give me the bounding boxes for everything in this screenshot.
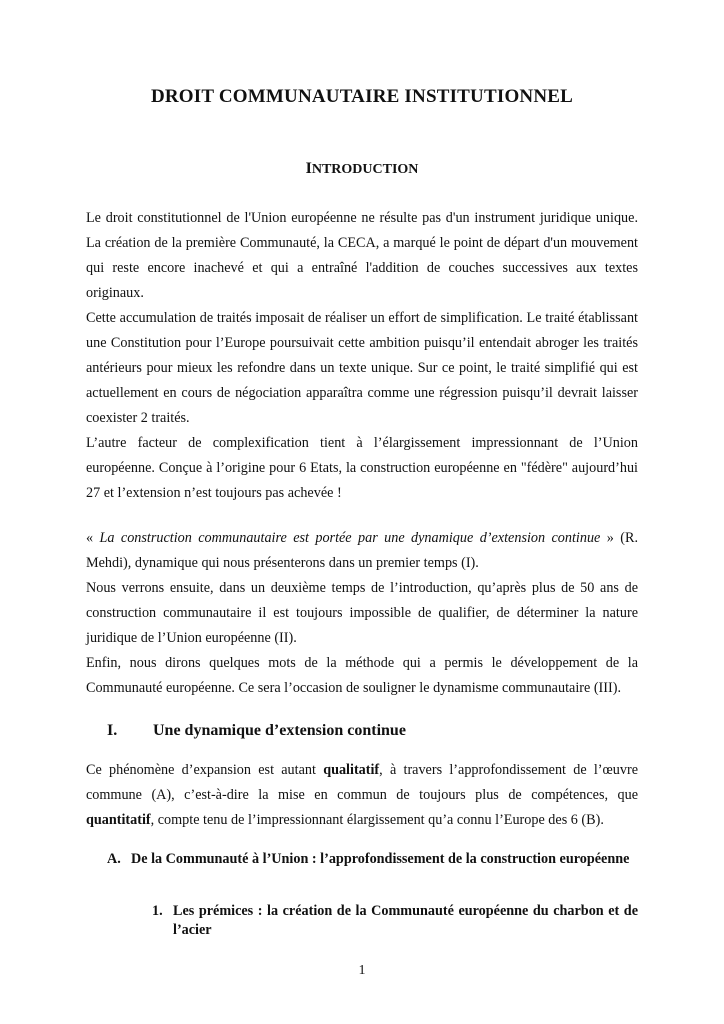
paragraph: Nous verrons ensuite, dans un deuxième temps de l’introduction, qu’après plus de 50 ans de construction communautaire il est toujours impossible de qualifier, de déterminer la nature juridique de l’Union européenne (II). <box>86 580 638 646</box>
paragraph: L’autre facteur de complexification tient à l’élargissement impressionnant de l’Union européenne. Conçue à l’origine pour 6 Etats, la construction européenne en "fédère" aujourd’hui 27 et l’extension n’est toujours pas achevée ! <box>86 435 638 501</box>
document-title: DROIT COMMUNAUTAIRE INSTITUTIONNEL <box>150 86 574 107</box>
plan-body <box>86 526 638 701</box>
subsection-number: A. <box>107 851 121 867</box>
quote-paragraph <box>86 526 638 576</box>
bold-term: qualitatif <box>323 762 380 778</box>
paragraph: Cette accumulation de traités imposait de réaliser un effort de simplification. Le traité établissant une Constitution pour l’Europe poursuivait cette ambition puisqu’il entendait abroger les traités antérieurs pour mieux les refondre dans un texte unique. Sur ce point, le traité simplifié qui est actuellement en cours de négociation apparaîtra comme une régression puisqu’il devrait laisser coexister 2 traités. <box>86 310 638 426</box>
bold-term: quantitatif <box>86 812 151 828</box>
text-run: , compte tenu de l’impressionnant élargissement qu’a connu l’Europe des 6 (B). <box>150 812 604 828</box>
text-run: , à travers l’approfondissement de l’œuvre commune (A), c’est-à-dire la mise en commun de toujours plus de compétences, que <box>86 762 638 803</box>
subsection-title: De la Communauté à l’Union : l’approfondissement de la construction européenne <box>131 851 630 867</box>
paragraph: Le droit constitutionnel de l'Union européenne ne résulte pas d'un instrument juridique unique. La création de la première Communauté, la CECA, a marqué le point de départ d'un mouvement qui reste encore inachevé et qui a entraîné l'addition de couches successives aux textes originaux. <box>86 210 638 301</box>
quotation: La construction communautaire est portée par une dynamique d’extension continue <box>99 530 601 546</box>
introduction-heading <box>0 160 724 178</box>
subsection-title: Les prémices : la création de la Communauté européenne du charbon et de l’acier <box>173 903 638 938</box>
quote-open: « <box>86 530 100 546</box>
text-run: Ce phénomène d’expansion est autant <box>86 762 324 778</box>
subsection-number: 1. <box>152 903 163 919</box>
subsection-heading-1 <box>152 902 638 940</box>
subsection-heading-a <box>107 850 638 869</box>
page-number: 1 <box>358 963 366 978</box>
paragraph <box>86 758 638 833</box>
introduction-body <box>86 206 638 506</box>
section-1-body <box>86 758 638 833</box>
section-number: I. <box>107 722 118 739</box>
section-heading-1 <box>107 722 406 740</box>
section-title: Une dynamique d’extension continue <box>153 722 406 739</box>
introduction-heading-initial: I <box>305 160 312 177</box>
introduction-heading-rest: NTRODUCTION <box>311 162 419 177</box>
paragraph: Enfin, nous dirons quelques mots de la méthode qui a permis le développement de la Communauté européenne. Ce sera l’occasion de souligner le dynamisme communautaire (III). <box>86 655 638 696</box>
quote-rest: » (R. Mehdi), dynamique qui nous présenterons dans un premier temps (I). <box>86 530 639 571</box>
